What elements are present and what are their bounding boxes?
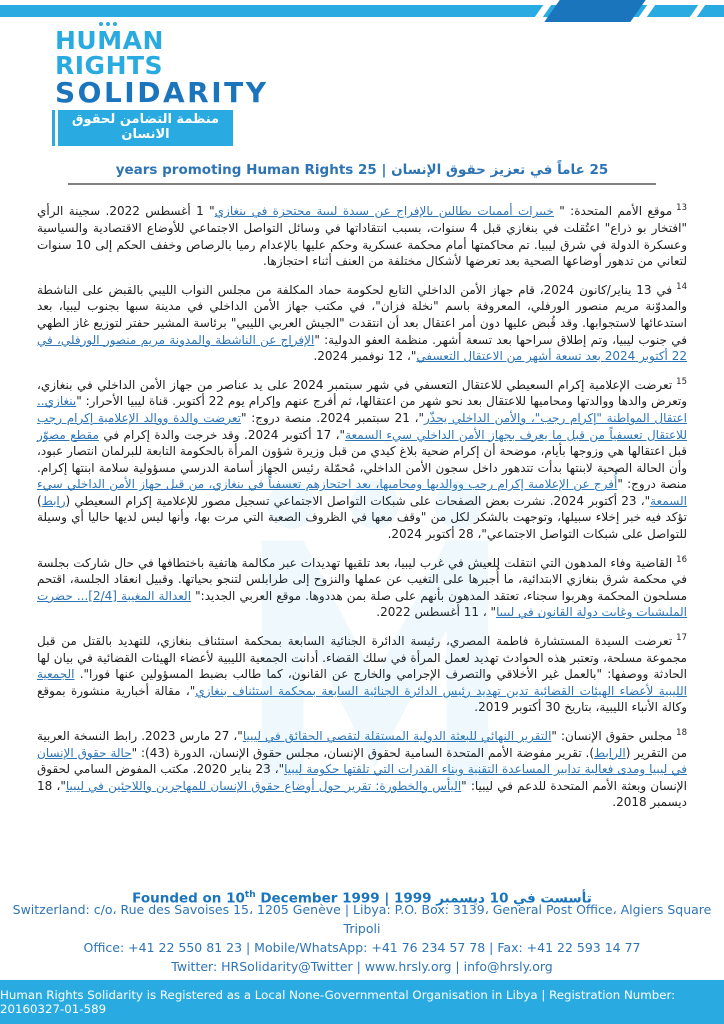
logo-arabic-banner: منظمة التضامن لحقوق الانسان bbox=[55, 110, 233, 146]
footnote-text: القاضية وفاء المدهون التي انتقلت للعيش في غرب ليبيا، بعد تلقيها تهديدات عبر مكالمة هاتفية باختطافها في حال شاركت بجلسة في محكمة شرق بنغازي الابتدائية، ما أُجبرها على التغيب عن عملها والنزوح إلى طرابلس لتنجو بحياتها. وقبيل انعقاد الجلسة، اقتحم مسلحون المحكمة وهربوا سجناء، تعتقد المدهون بأنهم على صلة بمن هددوها. موقع العربي الجديد:" bbox=[37, 555, 688, 603]
footnote-link[interactable]: تعرضت والدة ووالد الإعلامية إكرام رجب للاعتقال تعسفياً من قبل ما يعرف بجهاز الأمن الداخلي سيء السمعة bbox=[37, 410, 687, 442]
logo-people-m-icon: M bbox=[97, 26, 123, 55]
founded-text: Founded on 10 bbox=[132, 890, 245, 906]
address-line: Switzerland: c/o، Rue des Savoises 15، 1205 Genève | Libya: P.O. Box: 3139، General Post Office، Algiers Square bbox=[12, 902, 712, 917]
footnote-number: 18 bbox=[676, 728, 687, 739]
footnote-number: 15 bbox=[676, 376, 687, 387]
footnote-text: موقع الأمم المتحدة: " bbox=[553, 204, 673, 219]
org-logo bbox=[55, 26, 269, 146]
footnote-text: "، 27 مارس 2023. رابط النسخة العربية من التقرير ( bbox=[37, 729, 687, 760]
founded-text-arabic: December 1999 | تأسست في 10 ديسمبر 1999 bbox=[255, 890, 592, 906]
footnote-link[interactable]: التقرير النهائي للبعثة الدولية المستقلة لتقصي الحقائق في ليبيا bbox=[242, 729, 552, 744]
logo-text-post: AN RIGHTS bbox=[55, 26, 164, 80]
footnotes-section bbox=[37, 200, 687, 811]
header-divider bbox=[68, 183, 656, 185]
footnote-text: "، مقالة أخبارية منشورة بموقع وكالة الأنباء الليبية، بتاريخ 30 أكتوبر 2019. bbox=[37, 683, 687, 715]
logo-line1 bbox=[55, 28, 245, 78]
footnote-text: "، 21 سبتمبر 2024. منصة دروج: " bbox=[240, 410, 424, 425]
footnote-text: ). تقرير مفوضة الأمم المتحدة السامية لحقوق الإنسان، مجلس حقوق الإنسان، الدورة (43): " bbox=[131, 745, 595, 760]
footnote-link[interactable]: اليأس والخطورة: تقرير حول أوضاع حقوق الإنسان للمهاجرين واللاجئين في ليبيا bbox=[65, 778, 462, 793]
registration-text: Human Rights Solidarity is Registered as a Local None-Governmental Organisation in Libya | Registration Number: 20160327-01-589 bbox=[0, 988, 676, 1016]
footnote-text: مجلس حقوق الإنسان: " bbox=[551, 729, 673, 744]
logo-text-pre: HU bbox=[55, 26, 98, 55]
anniversary-tagline: 25 عاماً في تعزيز حقوق الإنسان | 25 years promoting Human Rights bbox=[115, 162, 609, 179]
contact-block bbox=[0, 900, 724, 976]
footnote-text: في 13 يناير/كانون 2024، قام جهاز الأمن الداخلي التابع لحكومة حماد المكلفة من مجلس النواب الليبي بالقبض على الناشطة والمدوّنة مريم منصور الورفلي، المعروفة باسم "نخلة فزان"، في مكتب جهاز الأمن الداخلي في مدينة سبها بجنوب ليبيا، بعد استدعائها لاستجوابها. وقد قُبض عليها دون أمر اعتقال بعد أن انتقدت "الجيش العربي الليبي" برئاسة المشير حفتر لتوزيع غاز الطهي في جنوب ليبيا، وتم إطلاق سراحها بعد تسعة أشهر. منظمة العفو الدولية: " bbox=[37, 282, 687, 347]
footnote-text: "، 17 أكتوبر 2024. وقد خرجت والدة إكرام في bbox=[98, 427, 346, 442]
footnote-text: "، 23 يناير 2020. مكتب المفوض السامي لحقوق الإنسان وبعثة الأمم المتحدة للدعم في ليبيا: " bbox=[37, 762, 687, 793]
footnote-text: ) تؤكد فيه خبر إخلاء سبيلها، وتوجهت بالشكر لكل من "وقف معها في الظروف الصعبة التي مرت بها، وأنها ليس لديها حاليا أي وسيلة للتواصل على شبكات التواصل الاجتماعي"، 28 أكتوبر 2024. bbox=[37, 493, 687, 542]
footnote-link[interactable]: رابط bbox=[41, 493, 66, 508]
footnote-link[interactable]: العدالة المغيبة [2/4]... حضرت المليشيات وغابت دولة القانون في ليبيا bbox=[37, 588, 687, 620]
footnote-18 bbox=[37, 725, 687, 811]
footnote-17 bbox=[37, 630, 687, 716]
footnote-text: تعرضت السيدة المستشارة فاطمة المصري، رئيسة الدائرة الجنائية السابعة بمحكمة استئناف بنغازي، للتهديد بالقتل من قبل مجموعة مسلحة، وتعتبر هذه الحوادث تهديد لعمل المرأة في سلك القضاء. أدانت الجمعية الليبية لأعضاء الهيئات القضائية في بيان لها الحادثة ووصفها: "بالعمل غير الأخلاقي والتصرف الإجرامي والخارج عن القانون، كما طالب بضبط المسؤولين عنها فورا". bbox=[37, 634, 687, 682]
footnote-15 bbox=[37, 374, 687, 543]
address-city: Tripoli bbox=[343, 921, 381, 936]
footnote-text: "، 23 أكتوبر 2024. نشرت بعض الصفحات على شبكات التواصل الاجتماعي تسجيل مصور للإعلامية إكرام السعيطي ( bbox=[65, 493, 651, 508]
footnote-number: 14 bbox=[676, 281, 687, 292]
footnote-16 bbox=[37, 552, 687, 621]
footnote-link[interactable]: الرابط bbox=[594, 745, 626, 760]
footnotes-body bbox=[0, 200, 724, 811]
footnote-link[interactable]: أُفرج عن الإعلامية إكرام رجب ووالديها ومحاميها، بعد احتجازهم تعسفياً في بنغازي، من قبل جهاز الأمن الداخلي سيء السمعة bbox=[37, 477, 687, 508]
footnote-number: 16 bbox=[676, 554, 687, 565]
footnote-link[interactable]: حالة حقوق الإنسان في ليبيا ومدى فعالية تدابير المساعدة التقنية وبناء القدرات التي تلقتها حكومة ليبيا bbox=[37, 745, 687, 777]
footnote-link[interactable]: بنغازي.. اعتقال المواطنة "إكرام رجب"، والأمن الداخلي يحذّر bbox=[37, 394, 687, 425]
footnote-text: تعرضت الإعلامية إكرام السعيطي للاعتقال التعسفي في شهر سبتمبر 2024 على يد عناصر من جهاز الأمن الداخلي في بنغازي، وتعرض والدها ووالدتها ومحاميها للاعتقال بعد نحو شهر من اعتقالها، ثم أفرج عنهم وإكرام يوم 22 أكتوبر. قناة ليبيا الأحرار: " bbox=[37, 377, 687, 409]
footnote-number: 13 bbox=[676, 203, 687, 214]
page-header bbox=[0, 0, 724, 185]
footnote-link[interactable]: الإفراج عن الناشطة والمدونة مريم منصور الورفلي، في 22 أكتوبر 2024 بعد تسعة أشهر من الاعتقال التعسفي bbox=[37, 332, 687, 364]
registration-bar bbox=[0, 980, 724, 1024]
footnote-text: "، 12 نوفمبر 2024. bbox=[313, 349, 417, 364]
phone-line: Office: +41 22 550 81 23 | Mobile/WhatsApp: +41 76 234 57 78 | Fax: +41 22 593 14 77 bbox=[83, 940, 641, 955]
footnote-link[interactable]: مقطع مصوّر bbox=[37, 427, 99, 442]
footnote-number: 17 bbox=[676, 633, 687, 644]
footnote-13 bbox=[37, 200, 687, 269]
footnote-link[interactable]: خبيرات أمميات يطالبن بالإفراج عن سيدة ليبية محتجزة في بنغازي bbox=[214, 204, 554, 219]
footnote-text: " ، 11 أغسطس 2022. bbox=[376, 605, 497, 620]
footnote-text: " 1 أغسطس 2022. سجينة الرأي "افتخار بو ذراع" اعتُقلت في بنغازي قبل 4 سنوات، بسبب انتقاداتها في وسائل التواصل الاجتماعي للأوضاع الاقتصادية والسياسية وعسكرة الدولة في شرق ليبيا. تم محاكمتها أمام محكمة عسكرية وحكم عليها بالإعدام رميا بالرصاص وخفف الحكم إلى 10 سنوات لتعاني من تدهور أوضاعها الصحية بعد تعرضها لأشكال مختلفة من العنف أثناء احتجازها. bbox=[37, 204, 687, 269]
logo-line2: SOLIDARITY bbox=[55, 76, 269, 109]
online-contacts-line: Twitter: HRSolidarity@Twitter | www.hrsly.org | info@hrsly.org bbox=[171, 959, 553, 974]
founded-ordinal: th bbox=[244, 889, 256, 900]
footnote-14 bbox=[37, 279, 687, 365]
footnote-link[interactable]: الجمعية الليبية لأعضاء الهيئات القضائية تدين تهديد رئيس الدائرة الجنائية السابعة بمحكمة استئناف بنغازي bbox=[37, 667, 687, 698]
footnote-text: "، 18 ديسمبر 2018. bbox=[37, 778, 687, 810]
footnote-text: قبل اعتقالها هي وزوجها بأيام، موضحة أن إكرام ضحية بلاغ كيدي من قبل وزيرة شؤون المرأة بالحكومة التابعة للبرلمان انتصار عبود، وأن الحالة الصحية لابنتها بدأت تتدهور داخل سجون الأمن الداخلي، مُحمّلة رئيس الجهاز أسامة الدرسي مسؤولية سلامة ابنتها إكرام. منصة دروج: " bbox=[37, 444, 687, 492]
